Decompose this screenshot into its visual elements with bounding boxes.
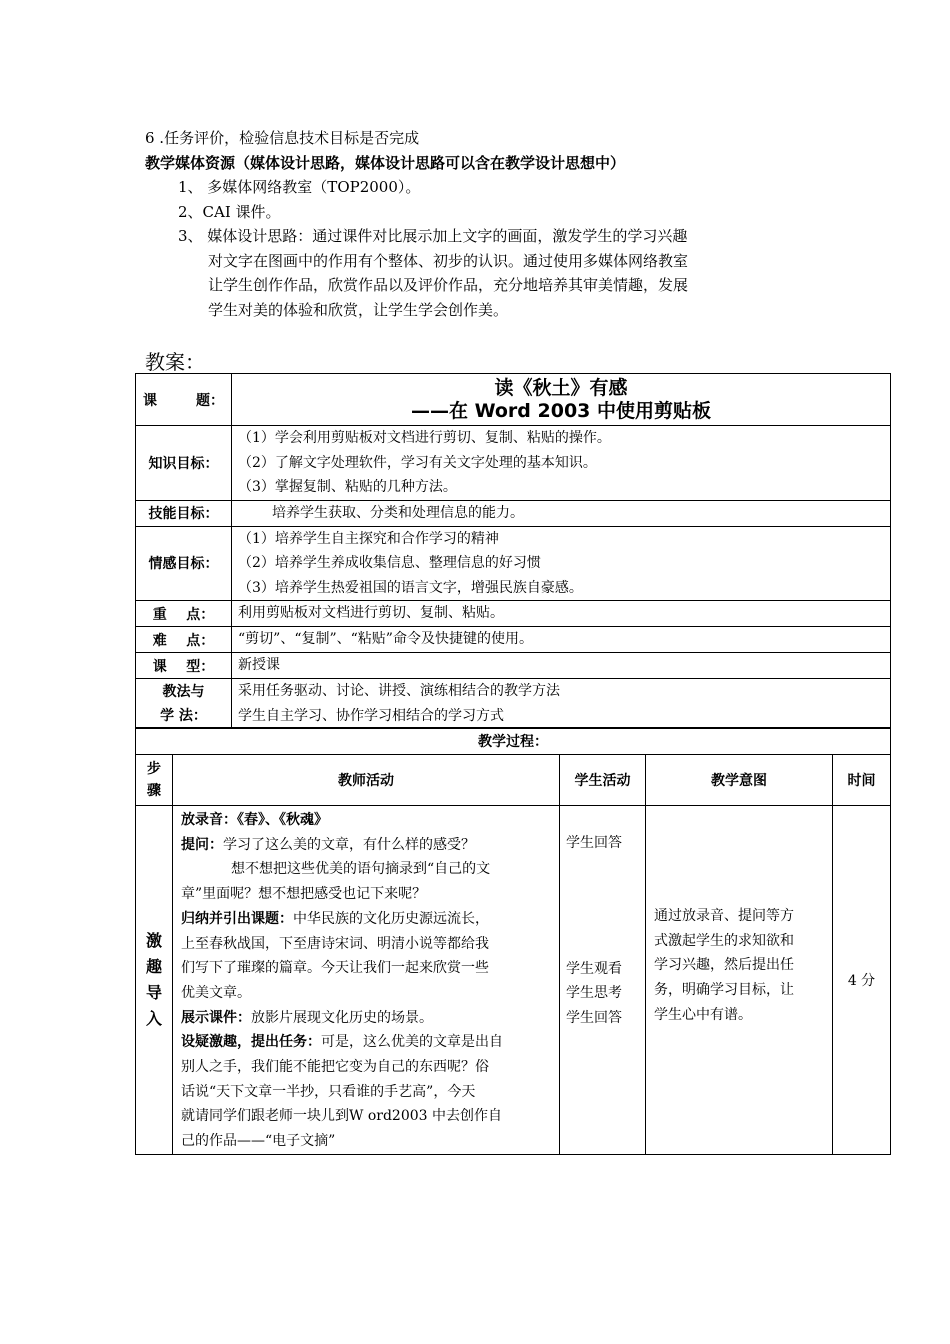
student-activity: 学生回答 学生观看 学生思考 学生回答 (560, 806, 646, 1155)
method-teaching: 采用任务驱动、讨论、讲授、演练相结合的教学方法 (238, 683, 560, 699)
time-value: 4 分 (833, 806, 891, 1155)
method-label: 教法与 学 法： (136, 679, 232, 729)
header-teaching-intent: 教学意图 (646, 755, 833, 806)
key-point-label: 重 点： (136, 601, 232, 627)
difficult-point-row (136, 627, 891, 653)
emotion-item: （3）培养学生热爱祖国的语言文字，增强民族自豪感。 (238, 579, 583, 596)
header-student-activity: 学生活动 (560, 755, 646, 806)
media-item-3-cont-2: 让学生创作作品，欣赏作品以及评价作品，充分地培养其审美情趣，发展 (208, 276, 689, 294)
knowledge-value (232, 426, 891, 501)
teaching-process-table (135, 727, 891, 1155)
teacher-activity: 放录音：《春》、《秋魂》 提问：学习了这么美的文章，有什么样的感受？ 想不想把这些优美的语句摘录到“自己的文 章”里面呢？想不想把感受也记下来呢？ 归纳并引出课题：中华民族的文化历史源远流长， 上至春秋战国，下至唐诗宋词、明清小说等都给我 们写下了璀璨的篇章。今天让我们一起来欣赏一些 优美文章。 展示课件：放影片展现文化历史的场景。 设疑激趣，提出任务：可是，这么优美的文章是出自 别人之手，我们能不能把它变为自己的东西呢？俗 话说“天下文章一半抄，只看谁的手艺高”，今天 就请同学们跟老师一块儿到W ord2003 中去创作自 己的作品——“电子文摘” (173, 806, 560, 1155)
process-row-introduction (136, 806, 891, 1155)
header-step: 步 骤 (136, 755, 173, 806)
lesson-type-label: 课 型： (136, 653, 232, 679)
skill-row (136, 500, 891, 526)
emotion-row (136, 526, 891, 601)
knowledge-item: （2）了解文字处理软件，学习有关文字处理的基本知识。 (238, 454, 597, 471)
topic-value (232, 374, 891, 426)
skill-value: 培养学生获取、分类和处理信息的能力。 (232, 500, 891, 526)
lesson-type-value: 新授课 (232, 653, 891, 679)
step-introduction: 激 趣 导 入 (136, 806, 173, 1155)
lesson-plan-heading: 教案： (145, 350, 205, 374)
key-point-row (136, 601, 891, 627)
process-header-row (136, 755, 891, 806)
topic-subtitle: ——在 Word 2003 中使用剪贴板 (410, 399, 712, 422)
knowledge-label: 知识目标： (136, 426, 232, 501)
teaching-intent: 通过放录音、提问等方 式激起学生的求知欲和 学习兴趣，然后提出任 务，明确学习目标，让 学生心中有谱。 (646, 806, 833, 1155)
key-point-value: 利用剪贴板对文档进行剪切、复制、粘贴。 (232, 601, 891, 627)
header-time: 时间 (833, 755, 891, 806)
method-learning: 学生自主学习、协作学习相结合的学习方式 (238, 707, 504, 724)
knowledge-item: （3）掌握复制、粘贴的几种方法。 (238, 479, 457, 495)
lesson-info-table (135, 373, 891, 729)
emotion-label: 情感目标： (136, 526, 232, 601)
header-teacher-activity: 教师活动 (173, 755, 560, 806)
method-row (136, 679, 891, 729)
difficult-point-label: 难 点： (136, 627, 232, 653)
media-item-3: 3、 媒体设计思路：通过课件对比展示加上文字的画面，激发学生的学习兴趣 (178, 227, 688, 245)
emotion-value (232, 526, 891, 601)
skill-label: 技能目标： (136, 500, 232, 526)
emotion-item: （2）培养学生养成收集信息、整理信息的好习惯 (238, 555, 541, 571)
knowledge-row (136, 426, 891, 501)
topic-title: 读《秋土》有感 (494, 376, 628, 399)
topic-row (136, 374, 891, 426)
knowledge-item: （1）学会利用剪贴板对文档进行剪切、复制、粘贴的操作。 (238, 430, 611, 446)
method-value (232, 679, 891, 729)
media-resources-heading: 教学媒体资源（媒体设计思路，媒体设计思路可以含在教学设计思想中） (145, 153, 626, 172)
evaluation-line: 6 .任务评价，检验信息技术目标是否完成 (145, 129, 420, 147)
emotion-item: （1）培养学生自主探究和合作学习的精神 (238, 530, 499, 547)
intro-section (145, 126, 845, 322)
media-item-3-cont-3: 学生对美的体验和欣赏，让学生学会创作美。 (208, 300, 509, 319)
difficult-point-value: “剪切”、“复制”、“粘贴”命令及快捷键的使用。 (232, 627, 891, 653)
process-title-row (136, 728, 891, 755)
media-item-3-cont-1: 对文字在图画中的作用有个整体、初步的认识。通过使用多媒体网络教室 (208, 251, 689, 270)
media-item-1: 1、 多媒体网络教室（TOP2000）。 (178, 178, 421, 196)
media-item-2: 2、CAI 课件。 (178, 202, 281, 221)
process-title: 教学过程： (136, 728, 891, 755)
topic-label: 课 题： (136, 374, 232, 426)
lesson-type-row (136, 653, 891, 679)
